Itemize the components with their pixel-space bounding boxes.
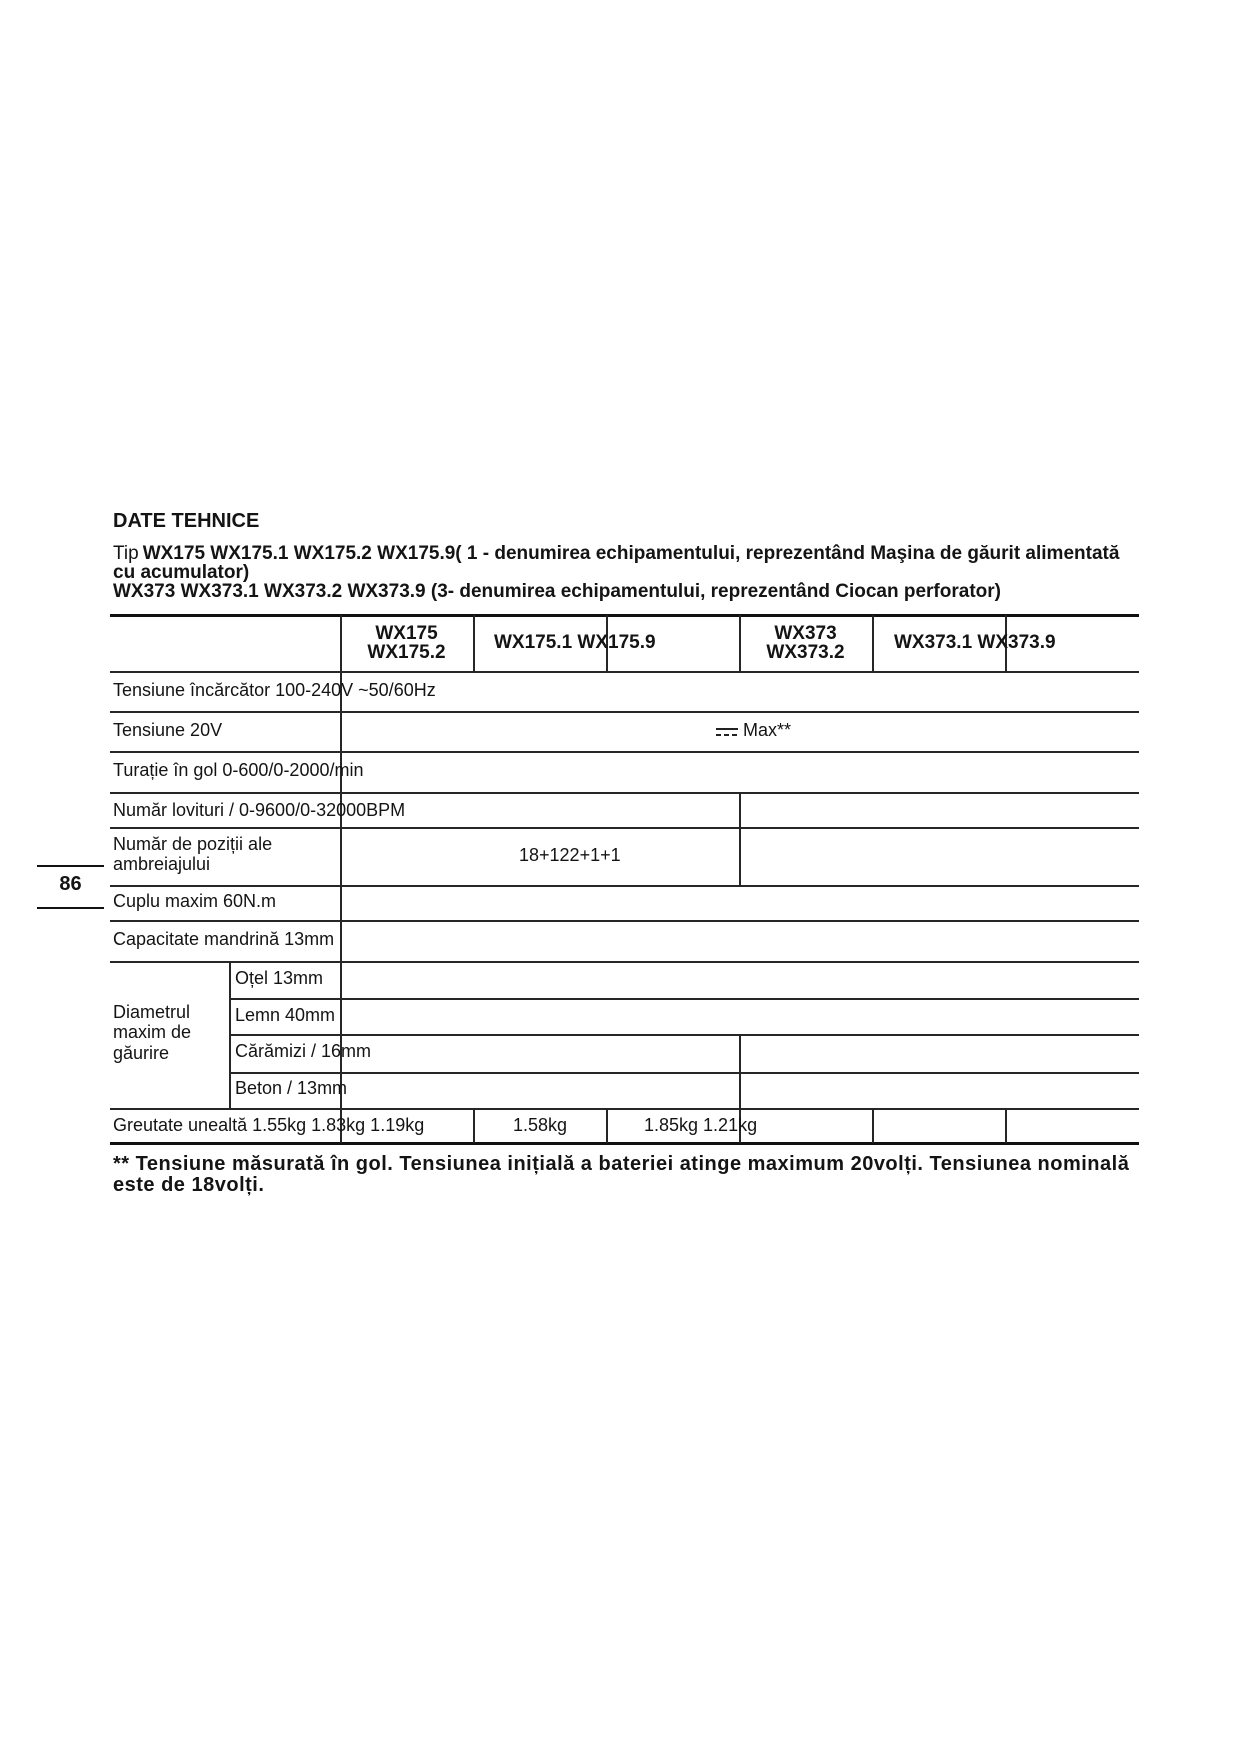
row-impact-rate: Număr lovituri / 0-9600/0-32000BPM	[113, 800, 406, 820]
table-subrow-divider	[229, 1072, 1139, 1074]
table-row-divider	[110, 920, 1139, 922]
subrow-steel: Oțel 13mm	[235, 968, 324, 988]
direct-current-solid-line	[716, 728, 738, 730]
table-row-divider	[110, 792, 1139, 794]
row-clutch-positions-line1: Număr de poziții ale	[113, 834, 273, 854]
row-voltage-value: Max**	[743, 720, 792, 740]
table-subrow-divider	[229, 998, 1139, 1000]
type-line-3: WX373 WX373.1 WX373.2 WX373.9 (3- denumirea echipamentului, reprezentând Ciocan perforator)	[113, 581, 1001, 602]
direct-current-icon	[716, 727, 738, 738]
type-line-2: cu acumulator)	[113, 562, 250, 583]
table-row-divider	[110, 885, 1139, 887]
table-column-divider	[739, 792, 741, 885]
page-number-rule-bottom	[37, 907, 104, 909]
table-column-divider	[1005, 1108, 1007, 1143]
header-wx175-line1: WX175	[375, 623, 438, 644]
footnote-line-2: este de 18volți.	[113, 1174, 265, 1196]
row-max-torque: Cuplu maxim 60N.m	[113, 891, 277, 911]
header-wx373-line2: WX373.2	[766, 642, 845, 663]
table-column-divider	[872, 1108, 874, 1143]
table-column-divider	[473, 1108, 475, 1143]
row-drill-diameter-line3: găurire	[113, 1043, 170, 1063]
direct-current-dashed-line	[716, 734, 738, 736]
subrow-brick: Cărămizi / 16mm	[235, 1041, 372, 1061]
row-charger-voltage: Tensiune încărcător 100-240V ~50/60Hz	[113, 680, 436, 700]
type-line-1	[113, 544, 1119, 564]
header-wx373-line1: WX373	[774, 623, 837, 644]
row-no-load-speed: Turație în gol 0-600/0-2000/min	[113, 760, 364, 780]
row-clutch-positions-line2: ambreiajului	[113, 854, 211, 874]
table-column-divider	[473, 615, 475, 671]
page-number-rule-top	[37, 865, 104, 867]
row-tool-weight-value-1: 1.58kg	[513, 1115, 568, 1135]
table-row-divider	[110, 1108, 1139, 1110]
table-column-divider	[229, 961, 231, 1108]
table-row-divider	[110, 827, 1139, 829]
table-subrow-divider	[229, 1034, 1139, 1036]
subrow-wood: Lemn 40mm	[235, 1005, 336, 1025]
table-row-divider	[110, 671, 1139, 673]
row-drill-diameter-line2: maxim de	[113, 1022, 192, 1042]
table-row-divider	[110, 711, 1139, 713]
footnote-line-1: ** Tensiune măsurată în gol. Tensiunea inițială a bateriei atinge maximum 20volți. Tensiunea nominală	[113, 1153, 1130, 1175]
section-title: DATE TEHNICE	[113, 510, 260, 532]
table-column-divider	[606, 1108, 608, 1143]
row-chuck-capacity: Capacitate mandrină 13mm	[113, 929, 335, 949]
header-wx175-line2: WX175.2	[367, 642, 446, 663]
header-wx373-1-9: WX373.1 WX373.9	[894, 632, 1056, 653]
row-tool-weight-value-2: 1.85kg 1.21kg	[644, 1115, 758, 1135]
row-clutch-positions-value: 18+122+1+1	[519, 845, 621, 865]
row-drill-diameter-line1: Diametrul	[113, 1002, 191, 1022]
table-column-divider	[872, 615, 874, 671]
row-voltage-label: Tensiune 20V	[113, 720, 223, 740]
table-row-divider	[110, 751, 1139, 753]
type-line-1-text: WX175 WX175.1 WX175.2 WX175.9( 1 - denumirea echipamentului, reprezentând Maşina de găurit alimentată	[142, 543, 1120, 564]
table-row-divider	[110, 961, 1139, 963]
header-wx175-1-9: WX175.1 WX175.9	[494, 632, 656, 653]
table-top-rule	[110, 614, 1139, 617]
row-tool-weight: Greutate unealtă 1.55kg 1.83kg 1.19kg	[113, 1115, 425, 1135]
page-number: 86	[59, 873, 82, 895]
subrow-concrete: Beton / 13mm	[235, 1078, 348, 1098]
type-prefix: Tip	[113, 543, 139, 564]
table-bottom-rule	[110, 1142, 1139, 1145]
